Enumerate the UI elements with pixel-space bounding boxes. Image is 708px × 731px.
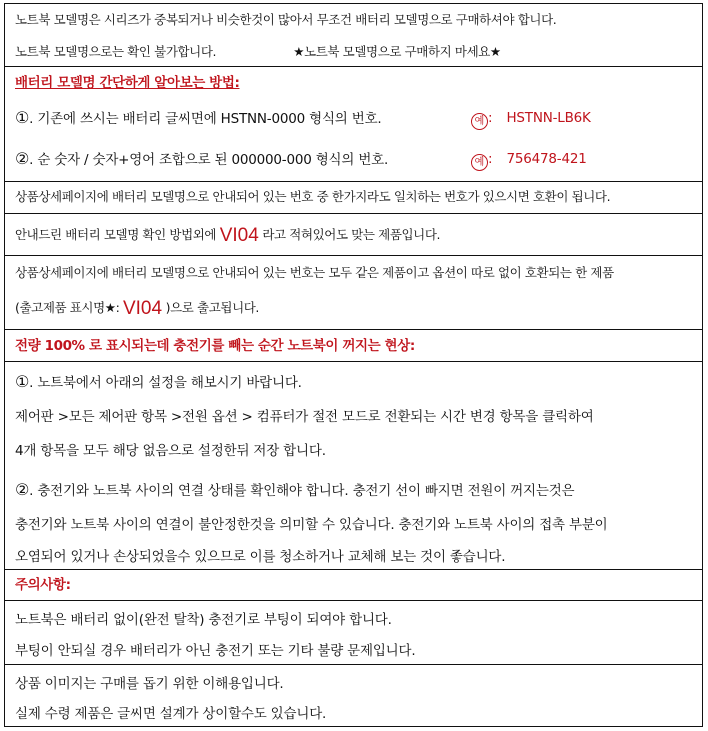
troubleshoot-steps-row [5,362,702,570]
example-circle-icon: 예 [471,154,488,171]
example-circle-icon: 예 [471,113,488,130]
unverifiable-text: 노트북 모델명으로는 확인 불가합니다. [15,44,217,59]
alt-label-text: 안내드린 배터리 모델명 확인 방법외에 VI04 라고 적혀있어도 맞는 제품입니다. [15,225,441,246]
purchase-warning-row [5,4,702,67]
model-identification-heading: 배터리 모델명 간단하게 알아보는 방법: [15,75,240,91]
disclaimer-line-2: 실제 수령 제품은 글씨면 설계가 상이할수도 있습니다. [15,706,327,722]
example-model-value: 756478-421 [506,151,587,167]
warning-line-1: 노트북 모델명은 시리즈가 중복되거나 비슷한것이 많아서 무조건 배터리 모델명으로 구매하셔야 합니다. [15,12,557,27]
example-2: 예 : 756478-421 [471,151,587,171]
caution-heading-row [5,570,702,601]
warning-line-2 [15,44,501,60]
compatibility-row [5,182,702,214]
disclaimer-line-1: 상품 이미지는 구매를 돕기 위한 이해용입니다. [15,676,284,692]
shipping-label-row [5,256,702,330]
circled-one-icon: ① [15,108,30,127]
vi04-code: VI04 [122,298,163,319]
method-item-1: ①. 기존에 쓰시는 배터리 글씨면에 HSTNN-0000 형식의 번호. [15,108,382,127]
method-item-2: ②. 순 숫자 / 숫자+영어 조합으로 된 000000-000 형식의 번호. [15,149,389,168]
alt-label-row [5,214,702,256]
step-2-line-2: 충전기와 노트북 사이의 연결이 불안정한것을 의미할 수 있습니다. 충전기와 노트북 사이의 접촉 부분이 [15,517,608,533]
caution-line-1: 노트북은 배터리 없이(완전 탈착) 충전기로 부팅이 되여야 합니다. [15,612,392,628]
notice-table [4,3,703,727]
model-identification-row [5,67,702,182]
caution-heading: 주의사항: [15,577,71,593]
shipping-line-1: 상품상세페이지에 배터리 모델명으로 안내되어 있는 번호는 모두 같은 제품이고 옵션이 따로 없이 호환되는 한 제품 [15,265,614,280]
caution-row [5,601,702,665]
step-1-path: 제어판 >모든 제어판 항목 >전원 옵션 > 컴퓨터가 절전 모드로 전환되는 시간 변경 항목을 클릭하여 [15,409,594,425]
shutdown-issue-heading: 전량 100% 로 표시되는데 충전기를 빼는 순간 노트북이 꺼지는 현상: [15,338,415,354]
vi04-code: VI04 [219,225,259,246]
shipping-line-2: (출고제품 표시명★: VI04 )으로 출고됩니다. [15,298,260,319]
circled-two-icon: ② [15,480,30,499]
image-disclaimer-row [5,665,702,727]
compatibility-text: 상품상세페이지에 배터리 모델명으로 안내되어 있는 번호 중 한가지라도 일치하는 번호가 있으시면 호환이 됩니다. [15,189,611,204]
do-not-buy-notice: ★노트북 모델명으로 구매하지 마세요★ [293,44,501,59]
circled-two-icon: ② [15,149,30,168]
example-model-value: HSTNN-LB6K [506,110,591,126]
example-1: 예 : HSTNN-LB6K [471,110,591,130]
shutdown-issue-heading-row [5,330,702,362]
step-1: ①. 노트북에서 아래의 설정을 해보시기 바랍니다. [15,372,302,391]
step-2: ②. 충전기와 노트북 사이의 연결 상태를 확인해야 합니다. 충전기 선이 빠지면 전원이 꺼지는것은 [15,480,575,499]
step-1-save: 4개 항목을 모두 해당 없음으로 설정한뒤 저장 합니다. [15,443,326,459]
caution-line-2: 부팅이 안되실 경우 배터리가 아닌 충전기 또는 기타 불량 문제입니다. [15,643,416,659]
circled-one-icon: ① [15,372,30,391]
step-2-line-3: 오염되어 있거나 손상되었을수 있으므로 이를 청소하거나 교체해 보는 것이 좋습니다. [15,549,506,565]
